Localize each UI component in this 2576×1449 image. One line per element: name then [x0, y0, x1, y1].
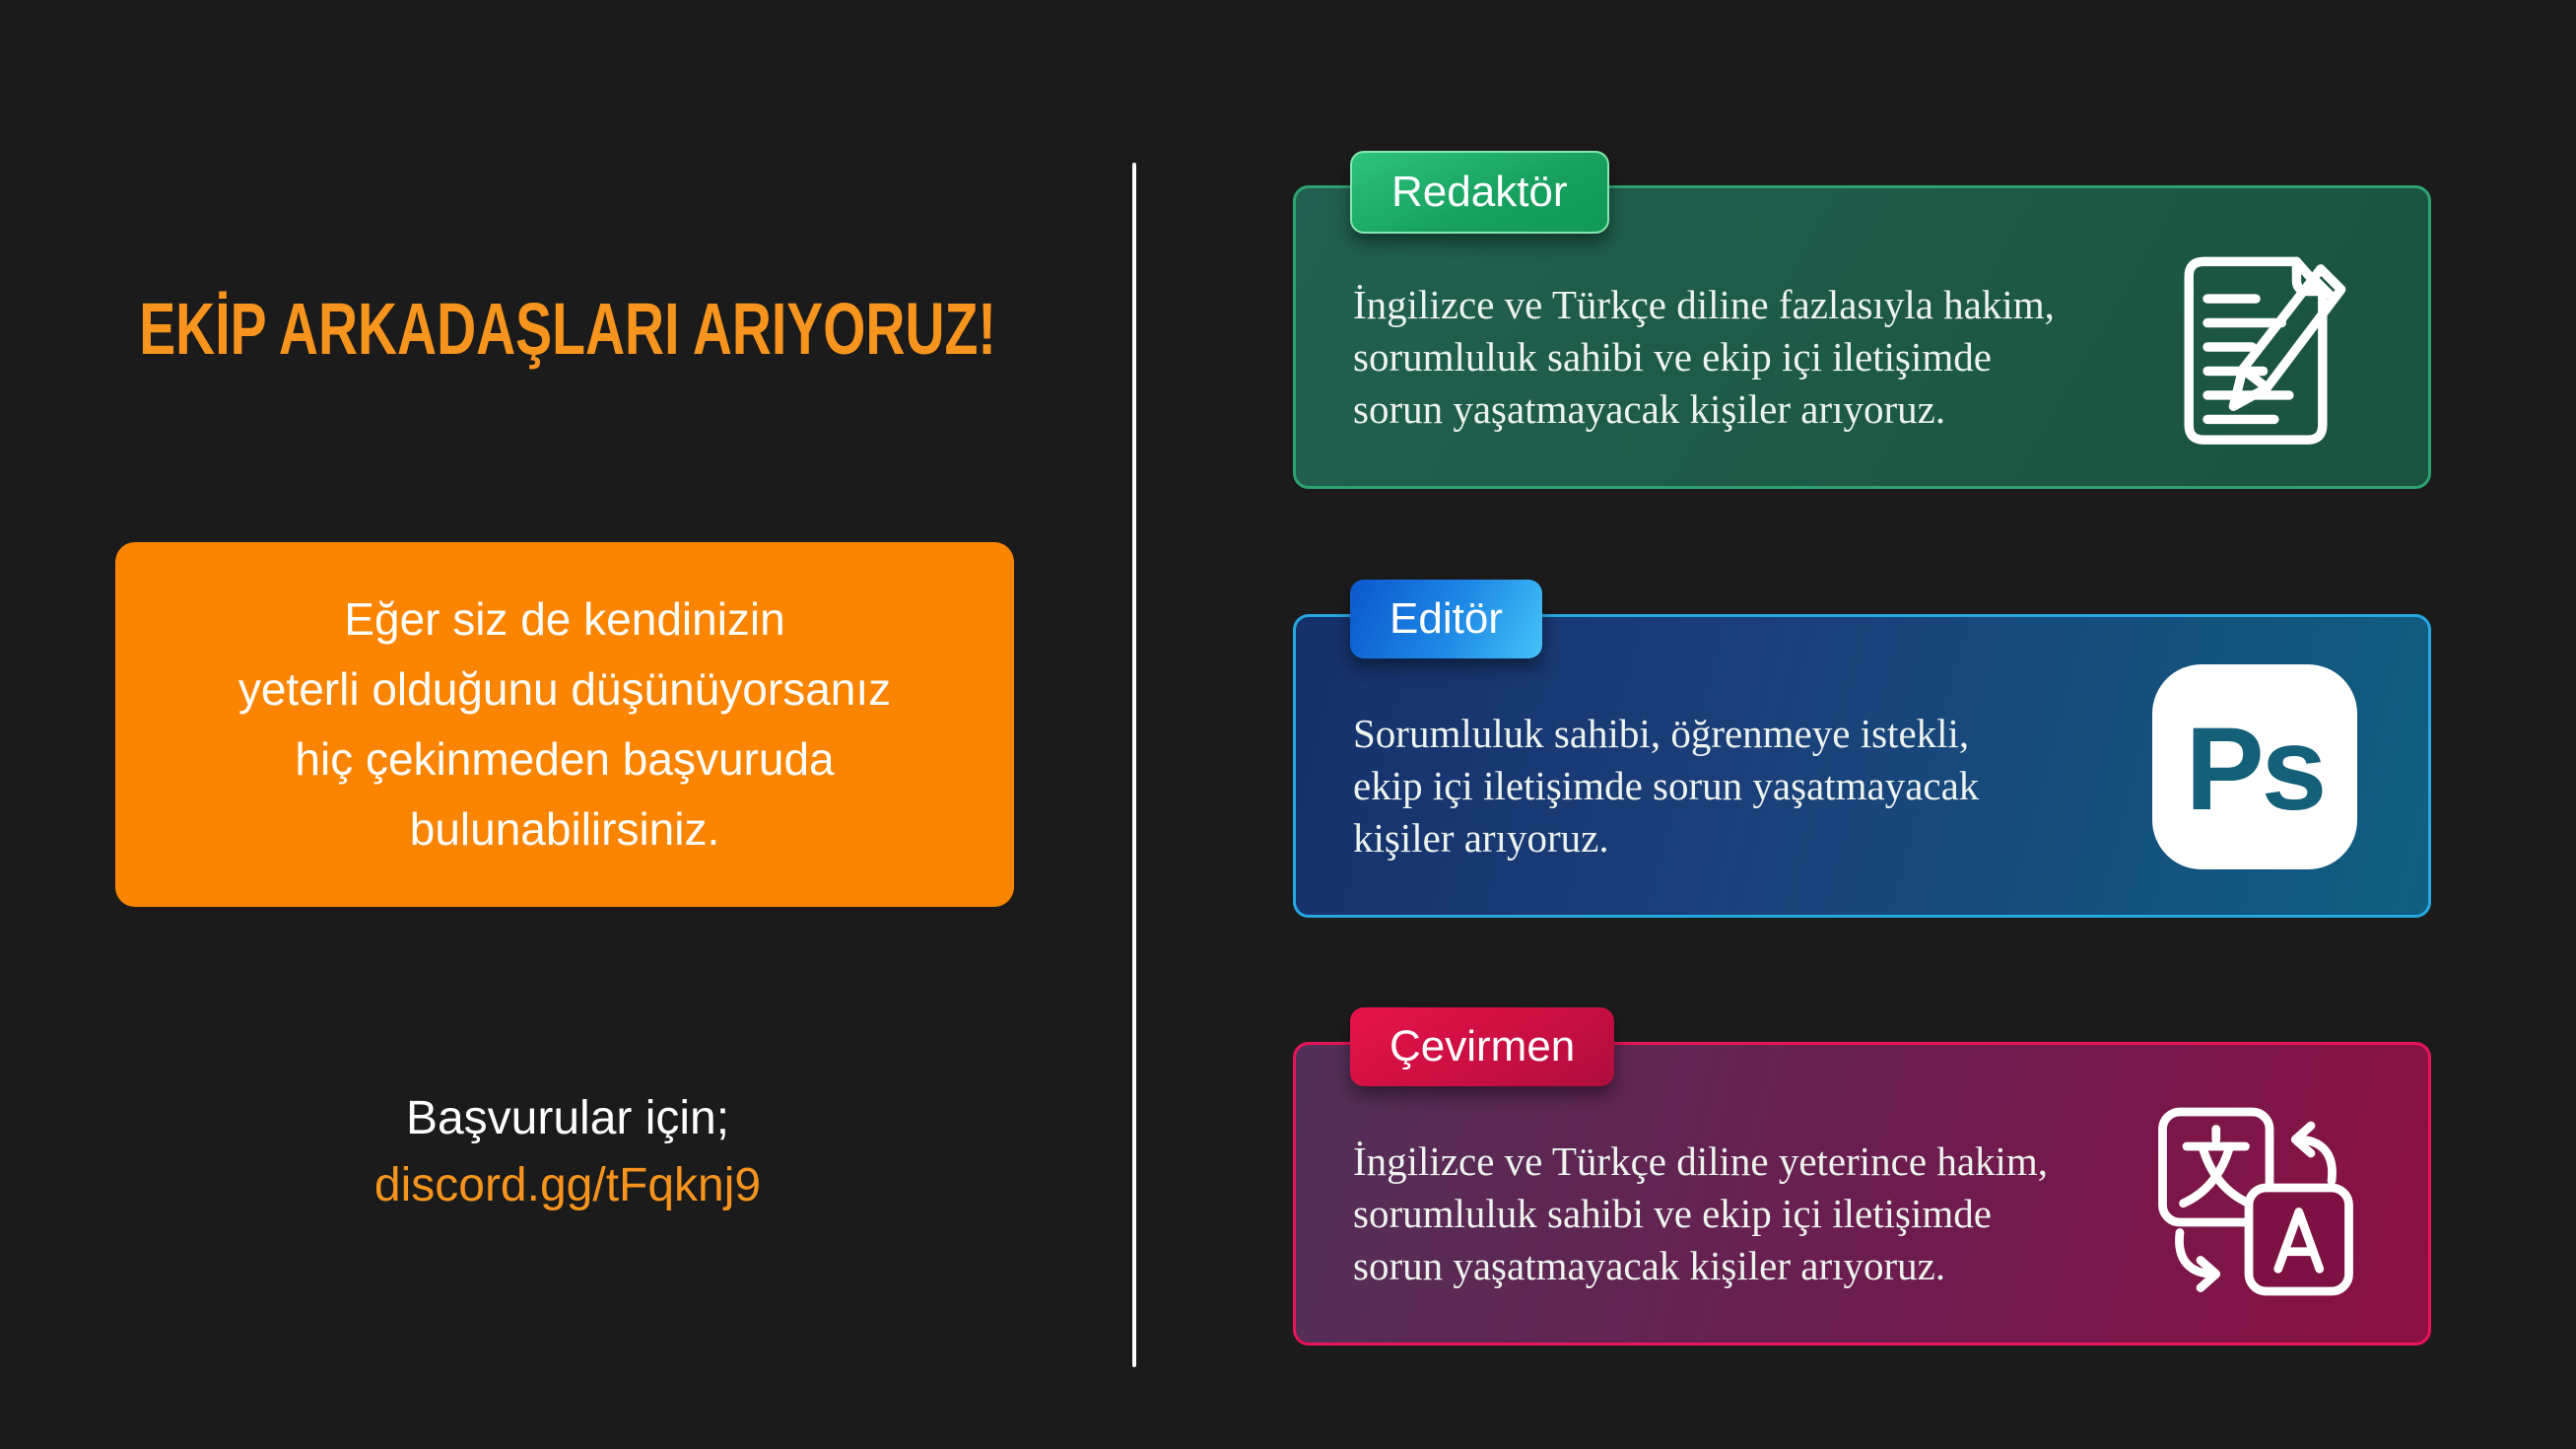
card-editor-text: [1353, 708, 1979, 864]
left-panel: [0, 0, 1135, 1449]
translate-icon: [2144, 1098, 2367, 1305]
card-text-line: İngilizce ve Türkçe diline yeterince hakim,: [1353, 1138, 2049, 1184]
page-title: EKİP ARKADAŞLARI ARIYORUZ!: [139, 287, 996, 370]
card-redaktor: [1293, 168, 2431, 489]
card-text-line: sorumluluk sahibi ve ekip içi iletişimde: [1353, 334, 1992, 380]
card-text-line: sorun yaşatmayacak kişiler arıyoruz.: [1353, 386, 1946, 432]
badge-editor: Editör: [1350, 580, 1542, 658]
apply-section: [0, 1089, 1135, 1215]
info-line: bulunabilirsiniz.: [409, 803, 720, 855]
card-text-line: İngilizce ve Türkçe diline fazlasıyla hakim,: [1353, 282, 2055, 327]
card-cevirmen-text: [1353, 1136, 2048, 1292]
card-text-line: kişiler arıyoruz.: [1353, 815, 1609, 861]
photoshop-icon-label: Ps: [2185, 703, 2325, 835]
card-text-line: Sorumluluk sahibi, öğrenmeye istekli,: [1353, 711, 1970, 756]
card-text-line: sorumluluk sahibi ve ekip içi iletişimde: [1353, 1191, 1992, 1236]
discord-invite-link[interactable]: discord.gg/tFqknj9: [373, 1159, 762, 1211]
photoshop-icon: [2152, 664, 2357, 869]
badge-cevirmen: Çevirmen: [1350, 1007, 1614, 1086]
card-text-line: sorun yaşatmayacak kişiler arıyoruz.: [1353, 1243, 1946, 1288]
card-text-line: ekip içi iletişimde sorun yaşatmayacak: [1353, 763, 1980, 808]
info-line: yeterli olduğunu düşünüyorsanız: [237, 663, 892, 715]
document-pencil-icon: [2144, 236, 2367, 458]
card-redaktor-text: [1353, 279, 2055, 436]
card-cevirmen: [1293, 1022, 2431, 1346]
badge-redaktor: Redaktör: [1350, 151, 1609, 234]
info-line: Eğer siz de kendinizin: [344, 593, 785, 645]
card-editor: [1293, 594, 2431, 918]
apply-label: Başvurular için;: [405, 1092, 730, 1144]
info-line: hiç çekinmeden başvuruda: [295, 733, 835, 785]
vertical-divider: [1132, 163, 1136, 1367]
info-box: [115, 542, 1014, 907]
